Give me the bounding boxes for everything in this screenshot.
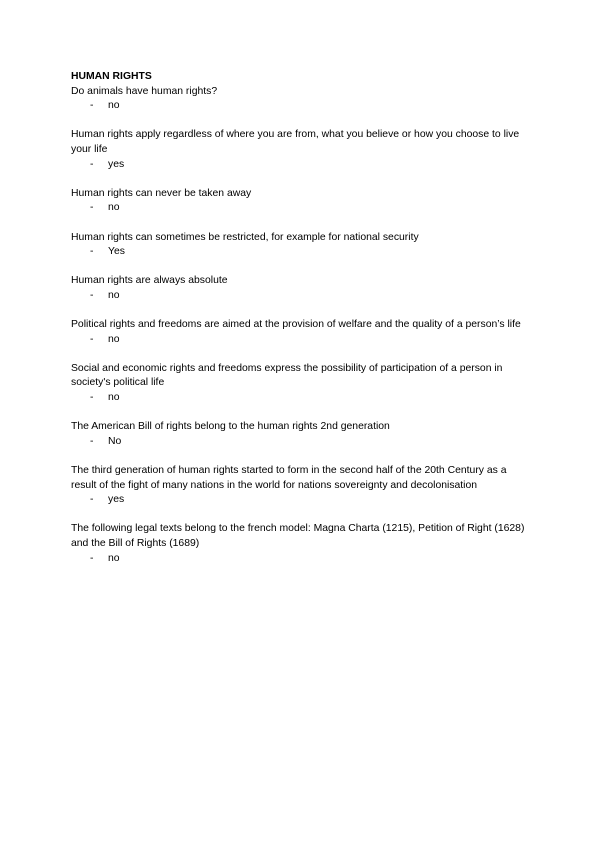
question-text: Human rights apply regardless of where you are from, what you believe or how you choose to live your life xyxy=(71,129,520,155)
answer-text: no xyxy=(108,552,120,564)
question-text: Social and economic rights and freedoms express the possibility of participation of a person in society's political life xyxy=(71,362,503,389)
bullet-dash: - xyxy=(90,435,94,447)
bullet-dash: - xyxy=(90,552,94,564)
answer-row xyxy=(71,289,531,304)
question-text: Human rights are always absolute xyxy=(71,275,228,287)
bullet-dash: - xyxy=(90,246,94,258)
answer-row xyxy=(71,391,531,406)
bullet-dash: - xyxy=(90,158,94,170)
qa-item xyxy=(71,464,531,508)
question-text: Human rights can never be taken away xyxy=(71,187,252,199)
bullet-dash: - xyxy=(90,289,94,301)
question-text: Human rights can sometimes be restricted, for example for national security xyxy=(71,231,419,243)
answer-row xyxy=(71,333,531,348)
bullet-dash: - xyxy=(90,333,94,345)
qa-item xyxy=(71,318,531,347)
answer-row xyxy=(71,158,531,173)
answer-text: yes xyxy=(108,494,125,506)
question-text: Political rights and freedoms are aimed at the provision of welfare and the quality of a person’s life xyxy=(71,319,521,331)
qa-item xyxy=(71,231,531,260)
question-text: The American Bill of rights belong to the human rights 2nd generation xyxy=(71,421,390,433)
question-text: The third generation of human rights started to form in the second half of the 20th Century as a result of the fight of many nations in the world for nations sovereignty and decolonisation xyxy=(71,465,507,491)
qa-item xyxy=(71,362,531,406)
bullet-dash: - xyxy=(90,100,94,112)
answer-row xyxy=(71,493,531,508)
answer-row xyxy=(71,435,531,450)
qa-item xyxy=(71,187,531,216)
answer-text: Yes xyxy=(108,246,125,258)
answer-row xyxy=(71,552,531,567)
bullet-dash: - xyxy=(90,202,94,214)
question-text: Do animals have human rights? xyxy=(71,85,218,97)
answer-text: no xyxy=(108,202,120,214)
document-title: HUMAN RIGHTS xyxy=(71,71,152,82)
qa-item xyxy=(71,274,531,303)
bullet-dash: - xyxy=(90,494,94,506)
document-page xyxy=(71,70,531,581)
answer-row xyxy=(71,245,531,260)
answer-text: yes xyxy=(108,158,125,170)
qa-item xyxy=(71,85,531,114)
answer-text: no xyxy=(108,333,120,345)
question-text: The following legal texts belong to the french model: Magna Charta (1215), Petition of Right (1628) and the Bill of Rights (1689) xyxy=(71,523,525,549)
answer-text: no xyxy=(108,392,120,404)
qa-item xyxy=(71,522,531,566)
answer-text: no xyxy=(108,289,120,301)
qa-item xyxy=(71,420,531,449)
answer-row xyxy=(71,201,531,216)
answer-row xyxy=(71,99,531,114)
bullet-dash: - xyxy=(90,392,94,404)
answer-text: no xyxy=(108,100,120,112)
answer-text: No xyxy=(108,435,122,447)
qa-item xyxy=(71,128,531,172)
